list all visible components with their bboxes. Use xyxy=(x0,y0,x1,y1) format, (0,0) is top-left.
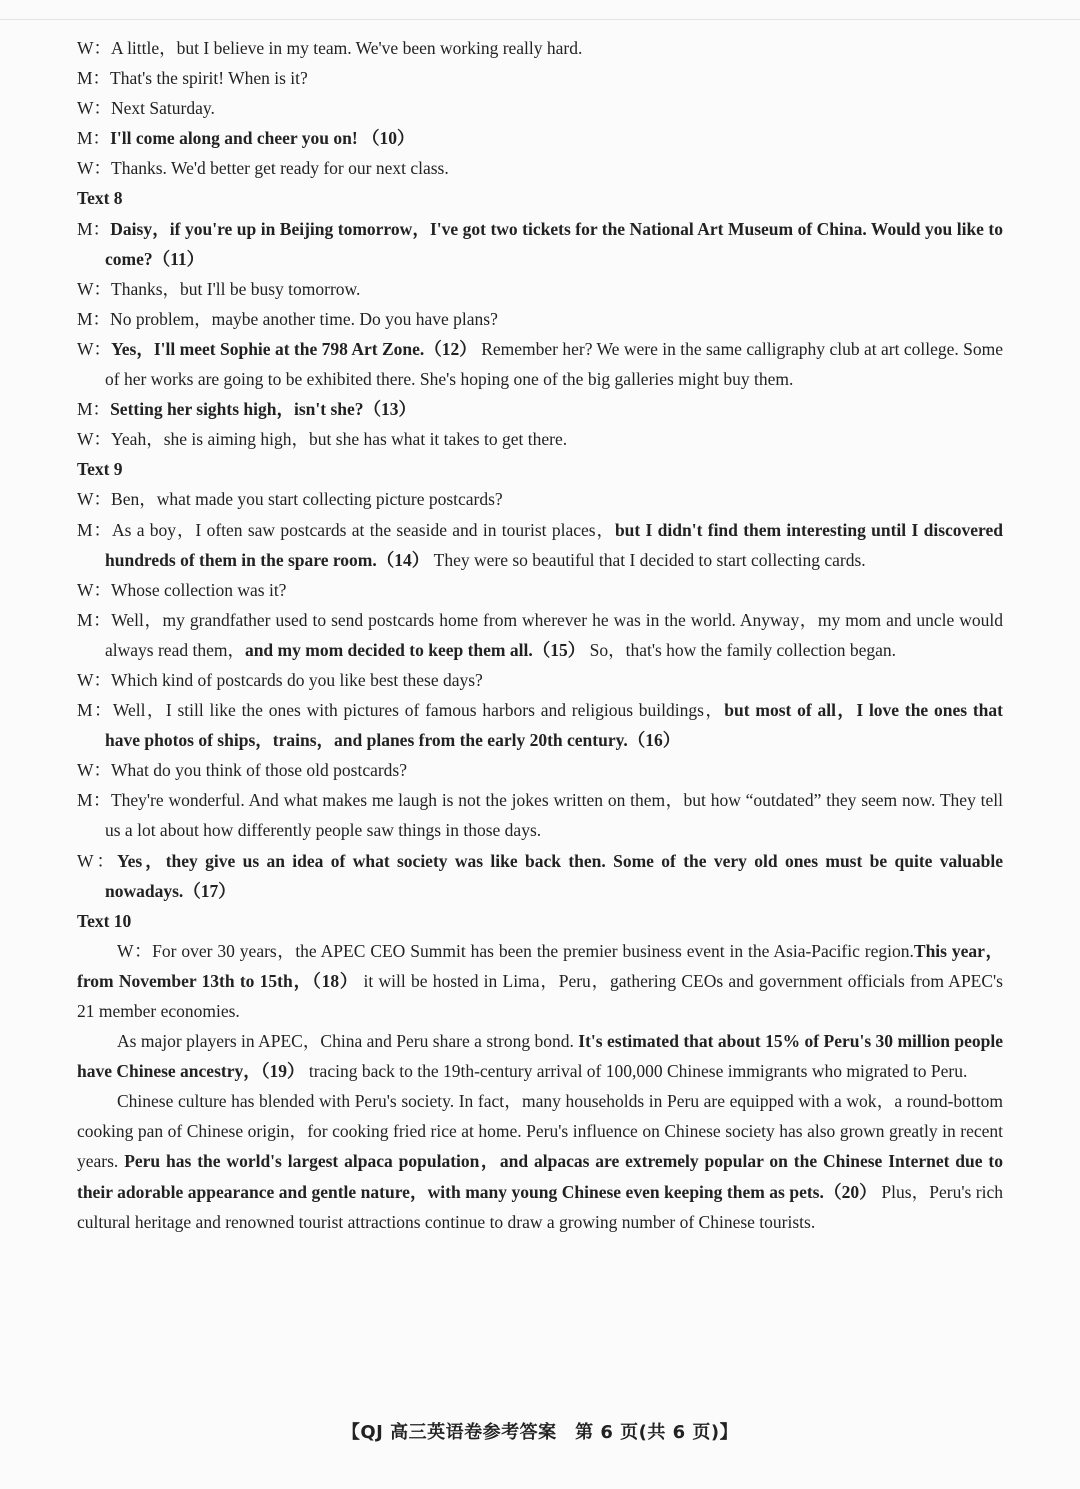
page-footer: 【QJ 高三英语卷参考答案 第 6 页(共 6 页)】 xyxy=(341,1422,739,1443)
dialogue-line: M：They're wonderful. And what makes me laugh is not the jokes written on them，but how “outdated” they seem now. They tell us a lot about how differently people saw things in those days. xyxy=(77,790,1003,841)
dialogue-line: M：As a boy，I often saw postcards at the seaside and in tourist places，but I didn't find them interesting until I discovered hundreds of them in the spare room.（14） They were so beautiful that I decided to start collecting cards. xyxy=(77,519,1003,570)
dialogue-line: W：Thanks. We'd better get ready for our next class. xyxy=(77,158,449,179)
passage-paragraph: W：For over 30 years，the APEC CEO Summit has been the premier business event in the Asia-Pacific region.This year，from November 13th to 15th，（18） it will be hosted in Lima，Peru，gathering CEOs and government officials from APEC's 21 member economies. xyxy=(77,940,1003,1021)
answer-highlight: but most of all，I love the ones that have photos of ships，trains，and planes from the early 20th century.（16） xyxy=(105,700,1003,751)
dialogue-line: W：Ben，what made you start collecting picture postcards? xyxy=(77,489,503,510)
dialogue-line: M：Daisy，if you're up in Beijing tomorrow，I've got two tickets for the National Art Museum of China. Would you like to come?（11） xyxy=(77,218,1003,269)
answer-highlight: Yes，they give us an idea of what society was like back then. Some of the very old ones must be quite valuable nowadays.（17） xyxy=(105,850,1003,901)
dialogue-line: W：Yes，they give us an idea of what society was like back then. Some of the very old ones must be quite valuable nowadays.（17） xyxy=(77,850,1003,901)
dialogue-line: M：Well，I still like the ones with pictures of famous harbors and religious buildings，but most of all，I love the ones that have photos of ships，trains，and planes from the early 20th century.（16） xyxy=(77,700,1003,751)
answer-highlight: but I didn't find them interesting until I discovered hundreds of them in the spare room.（14） xyxy=(105,519,1003,570)
answer-highlight: and my mom decided to keep them all.（15） xyxy=(244,639,586,660)
passage-paragraph: Chinese culture has blended with Peru's society. In fact，many households in Peru are equipped with a wok，a round-bottom cooking pan of Chinese origin，for cooking fried rice at home. Peru's influence on Chinese society has also grown greatly in recent years. Peru has the world's largest alpaca population，and alpacas are extremely popular on the Chinese Internet due to their adorable appearance and gentle nature，with many young Chinese even keeping them as pets.（20） Plus，Peru's rich cultural heritage and renowned tourist attractions continue to draw a growing number of Chinese tourists. xyxy=(77,1091,1004,1232)
answer-highlight: Daisy，if you're up in Beijing tomorrow，I've got two tickets for the National Art Museum of China. Would you like to come?（11） xyxy=(105,218,1003,269)
top-border xyxy=(0,19,1080,20)
answer-highlight: I'll come along and cheer you on! （10） xyxy=(110,128,415,149)
section-heading-text10: Text 10 xyxy=(77,910,132,931)
dialogue-line: W：Yeah，she is aiming high，but she has what it takes to get there. xyxy=(77,429,568,450)
answer-highlight: Setting her sights high，isn't she?（13） xyxy=(110,399,417,420)
dialogue-line: W：Next Saturday. xyxy=(77,98,215,119)
dialogue-line: W：What do you think of those old postcards? xyxy=(77,760,408,781)
dialogue-line: W：Which kind of postcards do you like best these days? xyxy=(77,669,483,690)
section-heading-text8: Text 8 xyxy=(77,188,123,209)
dialogue-line: W：Whose collection was it? xyxy=(77,579,287,600)
section-heading-text9: Text 9 xyxy=(77,459,123,480)
dialogue-line: M：Well，my grandfather used to send postcards home from wherever he was in the world. Anyway，my mom and uncle would always read them，and my mom decided to keep them all.（15） So，that's how the family collection began. xyxy=(77,609,1003,660)
dialogue-line: W：Yes，I'll meet Sophie at the 798 Art Zone.（12） Remember her? We were in the same calligraphy club at art college. Some of her works are going to be exhibited there. She's hoping one of the big galleries might buy them. xyxy=(77,338,1003,390)
dialogue-line: W：Thanks，but I'll be busy tomorrow. xyxy=(77,278,361,299)
answer-highlight: This year，from November 13th to 15th，（18） xyxy=(77,940,1003,991)
answer-key-page xyxy=(77,33,1003,1237)
dialogue-line: M：Setting her sights high，isn't she?（13） xyxy=(77,399,417,420)
dialogue-line: M：No problem，maybe another time. Do you have plans? xyxy=(77,308,498,329)
dialogue-line: W：A little，but I believe in my team. We've been working really hard. xyxy=(77,38,583,58)
dialogue-line: M：I'll come along and cheer you on! （10） xyxy=(77,128,415,149)
answer-highlight: Peru has the world's largest alpaca population，and alpacas are extremely popular on the Chinese Internet due to their adorable appearance and gentle nature，with many young Chinese even keeping them as pets.（20） xyxy=(77,1151,1004,1202)
answer-highlight: Yes，I'll meet Sophie at the 798 Art Zone.（12） xyxy=(111,338,477,359)
dialogue-line: M：That's the spirit! When is it? xyxy=(77,68,308,89)
answer-highlight: It's estimated that about 15% of Peru's 30 million people have Chinese ancestry，（19） xyxy=(77,1031,1003,1082)
passage-paragraph: As major players in APEC，China and Peru share a strong bond. It's estimated that about 15% of Peru's 30 million people have Chinese ancestry，（19） tracing back to the 19th-century arrival of 100,000 Chinese immigrants who migrated to Peru. xyxy=(77,1031,1003,1082)
